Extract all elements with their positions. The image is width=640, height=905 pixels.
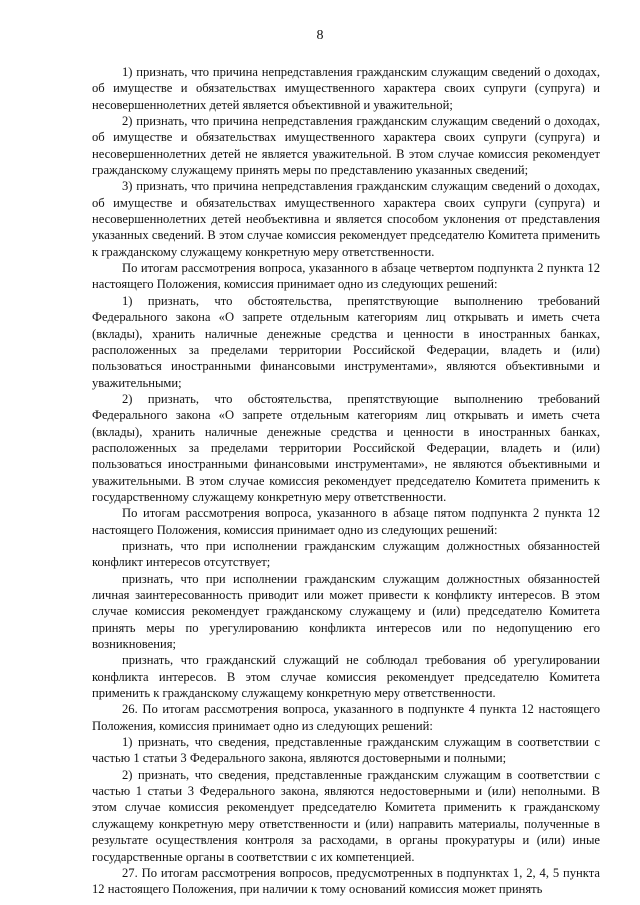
page-number: 8 xyxy=(316,28,324,43)
paragraph: 26. По итогам рассмотрения вопроса, указанного в подпункте 4 пункта 12 настоящего Положения, комиссия принимает одно из следующих решений: xyxy=(92,702,600,733)
paragraph: 3) признать, что причина непредставления гражданским служащим сведений о доходах, об имуществе и обязательствах имущественного характера своих супруги (супруга) и несовершеннолетних детей необъективна и является способом уклонения от представления указанных сведений. В этом случае комиссия рекомендует председателю Комитета применить к гражданскому служащему конкретную меру ответственности. xyxy=(92,179,600,259)
paragraph: признать, что при исполнении гражданским служащим должностных обязанностей конфликт интересов отсутствует; xyxy=(92,538,600,570)
paragraph: По итогам рассмотрения вопроса, указанного в абзаце четвертом подпункта 2 пункта 12 настоящего Положения, комиссия принимает одно из следующих решений: xyxy=(92,261,600,292)
paragraph: признать, что гражданский служащий не соблюдал требования об урегулировании конфликта интересов. В этом случае комиссия рекомендует председателю Комитета применить к гражданскому служащему конкретную меру ответственности. xyxy=(92,653,600,701)
paragraph: 2) признать, что причина непредставления гражданским служащим сведений о доходах, об имуществе и обязательствах имущественного характера своих супруги (супруга) и несовершеннолетних детей не является уважительной. В этом случае комиссия рекомендует гражданскому служащему принять меры по представлению указанных сведений; xyxy=(92,114,600,178)
paragraph: 2) признать, что обстоятельства, препятствующие выполнению требований Федерального закона «О запрете отдельным категориям лиц открывать и иметь счета (вклады), хранить наличные денежные средства и ценности в иностранных банках, расположенных за пределами территории Российской Федерации, владеть и (или) пользоваться иностранными финансовыми инструментами», не являются объективными и уважительными. В этом случае комиссия рекомендует председателю Комитета применить к государственному служащему конкретную меру ответственности. xyxy=(92,391,600,504)
paragraph: 27. По итогам рассмотрения вопросов, предусмотренных в подпунктах 1, 2, 4, 5 пункта 12 настоящего Положения, при наличии к тому оснований комиссия может принять xyxy=(92,865,600,897)
paragraph: 1) признать, что причина непредставления гражданским служащим сведений о доходах, об имуществе и обязательствах имущественного характера своих супруги (супруга) и несовершеннолетних детей является объективной и уважительной; xyxy=(92,65,600,112)
document-body xyxy=(92,64,600,898)
paragraph: 1) признать, что сведения, представленные гражданским служащим в соответствии с частью 1 статьи 3 Федерального закона, являются достоверными и полными; xyxy=(92,735,600,766)
paragraph: 1) признать, что обстоятельства, препятствующие выполнению требований Федерального закона «О запрете отдельным категориям лиц открывать и иметь счета (вклады), хранить наличные денежные средства и ценности в иностранных банках, расположенных за пределами территории Российской Федерации, владеть и (или) пользоваться иностранными финансовыми инструментами», являются объективными и уважительными; xyxy=(92,293,600,390)
paragraph: 2) признать, что сведения, представленные гражданским служащим в соответствии с частью 1 статьи 3 Федерального закона, являются недостоверными и (или) неполными. В этом случае комиссия рекомендует председателю Комитета применить к гражданскому служащему конкретную меру ответственности и (или) направить материалы, полученные в результате осуществления контроля за расходами, в органы прокуратуры и (или) иные государственные органы в соответствии с их компетенцией. xyxy=(92,767,600,864)
paragraph: По итогам рассмотрения вопроса, указанного в абзаце пятом подпункта 2 пункта 12 настоящего Положения, комиссия принимает одно из следующих решений: xyxy=(92,506,600,537)
paragraph: признать, что при исполнении гражданским служащим должностных обязанностей личная заинтересованность приводит или может привести к конфликту интересов. В этом случае комиссия рекомендует гражданскому служащему и (или) председателю Комитета принять меры по урегулированию конфликта интересов или по недопущению его возникновения; xyxy=(92,571,600,652)
